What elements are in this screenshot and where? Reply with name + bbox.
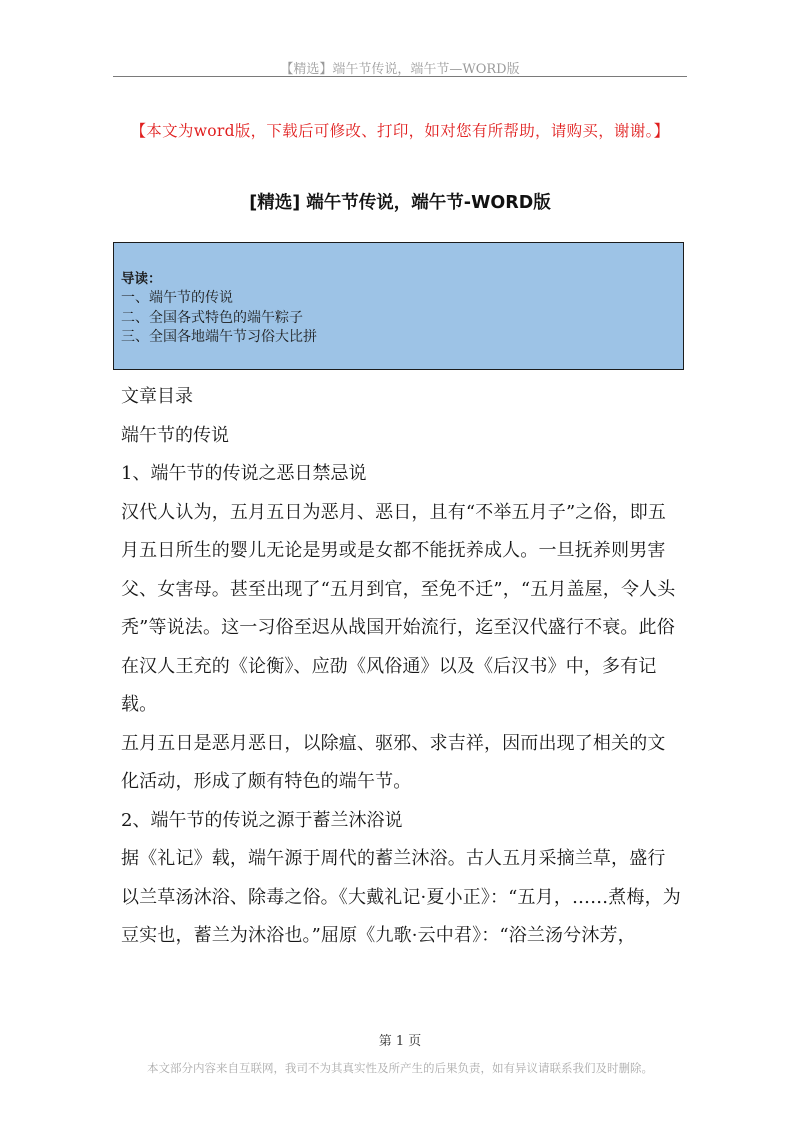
header-divider (113, 76, 687, 77)
guide-box (113, 242, 684, 370)
document-body (121, 378, 681, 956)
document-title: [精选] 端午节传说，端午节-WORD版 (249, 193, 551, 213)
subsection-heading: 1、端午节的传说之恶日禁忌说 (121, 463, 367, 484)
footer-disclaimer: 本文部分内容来自互联网，我司不为其真实性及所产生的后果负责，如有异议请联系我们及时删除。 (147, 1061, 653, 1075)
guide-item: 二、全国各式特色的端午粽子 (121, 309, 303, 326)
download-notice: 【本文为word版，下载后可修改、打印，如对您有所帮助，请购买，谢谢。】 (130, 122, 670, 140)
running-header: 【精选】端午节传说，端午节—WORD版 (280, 62, 520, 77)
toc-heading: 文章目录 (121, 386, 193, 407)
guide-item: 三、全国各地端午节习俗大比拼 (121, 329, 317, 345)
guide-label: 导读： (121, 271, 162, 287)
body-paragraph: 汉代人认为，五月五日为恶月、恶日，且有“不举五月子”之俗，即五月五日所生的婴儿无论是男或是女都不能抚养成人。一旦抚养则男害父、女害母。甚至出现了“五月到官，至免不迁”，“五月盖屋，令人头秃”等说法。这一习俗至迟从战国开始流行，迄至汉代盛行不衰。此俗在汉人王充的《论衡》、应劭《风俗通》以及《后汉书》中，多有记载。 (121, 501, 676, 715)
body-paragraph: 五月五日是恶月恶日，以除瘟、驱邪、求吉祥，因而出现了相关的文化活动，形成了颇有特色的端午节。 (121, 732, 666, 792)
subsection-heading: 2、端午节的传说之源于蓄兰沐浴说 (121, 809, 403, 831)
section-heading: 端午节的传说 (121, 424, 229, 446)
page-number: 第 1 页 (378, 1034, 422, 1049)
body-paragraph: 据《礼记》载，端午源于周代的蓄兰沐浴。古人五月采摘兰草，盛行以兰草汤沐浴、除毒之俗。《大戴礼记·夏小正》：“五月，……煮梅，为豆实也，蓄兰为沐浴也。”屈原《九歌·云中君》：“浴兰汤兮沐芳， (121, 848, 681, 946)
guide-item: 一、端午节的传说 (121, 290, 233, 306)
